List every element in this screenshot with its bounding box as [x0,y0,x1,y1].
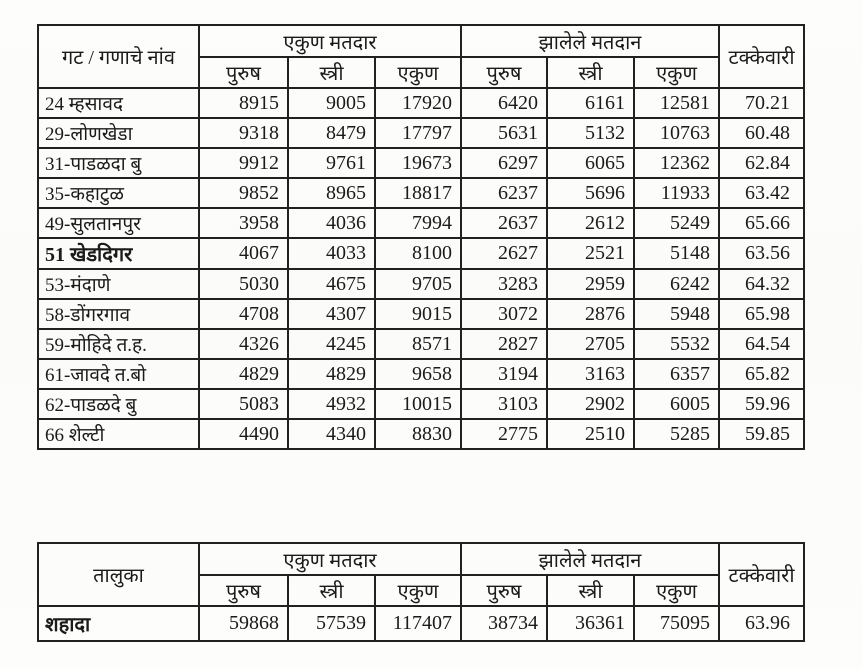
cell-vc-total: 12362 [634,148,719,178]
cell-tv-female: 9005 [288,88,375,118]
cell-tv-total: 10015 [375,389,461,419]
cell-vc-female: 6161 [547,88,634,118]
cell-tv-total: 9015 [375,299,461,329]
cell-tv-female: 57539 [288,606,375,641]
cell-vc-female: 5696 [547,178,634,208]
cell-percentage: 65.82 [719,359,804,389]
header-votes-cast: झालेले मतदान [461,543,719,575]
table-row [38,329,804,359]
cell-tv-male: 4067 [199,238,288,269]
table-row [38,208,804,238]
cell-tv-female: 4036 [288,208,375,238]
header-female: स्त्री [288,57,375,88]
header-male: पुरुष [461,57,547,88]
cell-vc-male: 3283 [461,269,547,299]
row-name: 51 खेडदिगर [38,238,199,269]
row-name: 49-सुलतानपुर [38,208,199,238]
cell-percentage: 64.54 [719,329,804,359]
cell-percentage: 70.21 [719,88,804,118]
header-male: पुरुष [461,575,547,606]
cell-percentage: 63.96 [719,606,804,641]
cell-tv-total: 8100 [375,238,461,269]
table-row [38,118,804,148]
cell-percentage: 60.48 [719,118,804,148]
header-total-voters: एकुण मतदार [199,25,461,57]
cell-vc-male: 2775 [461,419,547,449]
row-name: 62-पाडळदे बु [38,389,199,419]
row-name: 35-कहाटुळ [38,178,199,208]
cell-vc-female: 36361 [547,606,634,641]
cell-vc-female: 2612 [547,208,634,238]
row-name: 61-जावदे त.बो [38,359,199,389]
header-total: एकुण [634,57,719,88]
cell-vc-female: 2705 [547,329,634,359]
cell-vc-male: 5631 [461,118,547,148]
cell-vc-total: 5148 [634,238,719,269]
cell-tv-female: 9761 [288,148,375,178]
cell-tv-male: 3958 [199,208,288,238]
cell-tv-male: 9318 [199,118,288,148]
table-row [38,269,804,299]
cell-vc-male: 2627 [461,238,547,269]
cell-vc-total: 5249 [634,208,719,238]
header-taluka: तालुका [38,543,199,606]
cell-tv-female: 8479 [288,118,375,148]
cell-tv-male: 5030 [199,269,288,299]
cell-percentage: 65.66 [719,208,804,238]
cell-vc-total: 6005 [634,389,719,419]
table-row [38,148,804,178]
table-row [38,389,804,419]
cell-tv-total: 18817 [375,178,461,208]
cell-percentage: 62.84 [719,148,804,178]
cell-vc-female: 2876 [547,299,634,329]
cell-tv-male: 9912 [199,148,288,178]
cell-tv-female: 4932 [288,389,375,419]
header-female: स्त्री [288,575,375,606]
cell-percentage: 59.96 [719,389,804,419]
cell-tv-female: 4307 [288,299,375,329]
cell-tv-total: 17920 [375,88,461,118]
cell-tv-male: 4829 [199,359,288,389]
cell-vc-total: 75095 [634,606,719,641]
cell-tv-male: 9852 [199,178,288,208]
cell-vc-male: 6420 [461,88,547,118]
cell-tv-female: 4033 [288,238,375,269]
cell-vc-total: 5532 [634,329,719,359]
header-total: एकुण [375,57,461,88]
cell-tv-male: 59868 [199,606,288,641]
header-total: एकुण [375,575,461,606]
row-name: 29-लोणखेडा [38,118,199,148]
cell-tv-total: 19673 [375,148,461,178]
header-percentage: टक्केवारी [719,543,804,606]
row-name: 53-मंदाणे [38,269,199,299]
groupwise-voter-table [37,24,805,450]
cell-percentage: 59.85 [719,419,804,449]
table-row [38,88,804,118]
cell-tv-female: 4245 [288,329,375,359]
header-male: पुरुष [199,575,288,606]
cell-percentage: 63.56 [719,238,804,269]
cell-tv-male: 4490 [199,419,288,449]
row-name: 59-मोहिदे त.ह. [38,329,199,359]
table-row [38,178,804,208]
cell-vc-male: 2827 [461,329,547,359]
header-total-voters: एकुण मतदार [199,543,461,575]
cell-vc-male: 38734 [461,606,547,641]
cell-percentage: 65.98 [719,299,804,329]
cell-vc-male: 6297 [461,148,547,178]
row-name: शहादा [38,606,199,641]
row-name: 31-पाडळदा बु [38,148,199,178]
header-female: स्त्री [547,57,634,88]
header-total: एकुण [634,575,719,606]
cell-tv-male: 5083 [199,389,288,419]
header-votes-cast: झालेले मतदान [461,25,719,57]
cell-tv-total: 9705 [375,269,461,299]
row-name: 24 म्हसावद [38,88,199,118]
cell-vc-total: 10763 [634,118,719,148]
row-name: 58-डोंगरगाव [38,299,199,329]
table-row [38,419,804,449]
cell-vc-female: 3163 [547,359,634,389]
cell-vc-female: 2902 [547,389,634,419]
table-row [38,359,804,389]
cell-vc-male: 3072 [461,299,547,329]
cell-vc-female: 2521 [547,238,634,269]
header-male: पुरुष [199,57,288,88]
cell-vc-total: 6242 [634,269,719,299]
cell-vc-total: 6357 [634,359,719,389]
cell-tv-total: 8830 [375,419,461,449]
cell-vc-total: 12581 [634,88,719,118]
cell-vc-male: 6237 [461,178,547,208]
cell-vc-female: 2959 [547,269,634,299]
cell-percentage: 64.32 [719,269,804,299]
cell-vc-total: 5948 [634,299,719,329]
header-percentage: टक्केवारी [719,25,804,88]
cell-vc-male: 3194 [461,359,547,389]
cell-tv-total: 7994 [375,208,461,238]
cell-tv-male: 8915 [199,88,288,118]
cell-vc-female: 2510 [547,419,634,449]
cell-tv-total: 117407 [375,606,461,641]
table-row [38,238,804,269]
cell-tv-female: 4340 [288,419,375,449]
cell-tv-total: 9658 [375,359,461,389]
cell-vc-female: 5132 [547,118,634,148]
cell-percentage: 63.42 [719,178,804,208]
header-group-name: गट / गणाचे नांव [38,25,199,88]
cell-vc-female: 6065 [547,148,634,178]
cell-vc-male: 2637 [461,208,547,238]
cell-vc-total: 5285 [634,419,719,449]
cell-tv-total: 17797 [375,118,461,148]
cell-tv-male: 4708 [199,299,288,329]
cell-tv-female: 4829 [288,359,375,389]
row-name: 66 शेल्टी [38,419,199,449]
cell-vc-total: 11933 [634,178,719,208]
cell-tv-female: 4675 [288,269,375,299]
cell-vc-male: 3103 [461,389,547,419]
table-row [38,299,804,329]
table-row [38,606,804,641]
cell-tv-male: 4326 [199,329,288,359]
cell-tv-total: 8571 [375,329,461,359]
taluka-summary-table [37,542,805,642]
header-female: स्त्री [547,575,634,606]
cell-tv-female: 8965 [288,178,375,208]
